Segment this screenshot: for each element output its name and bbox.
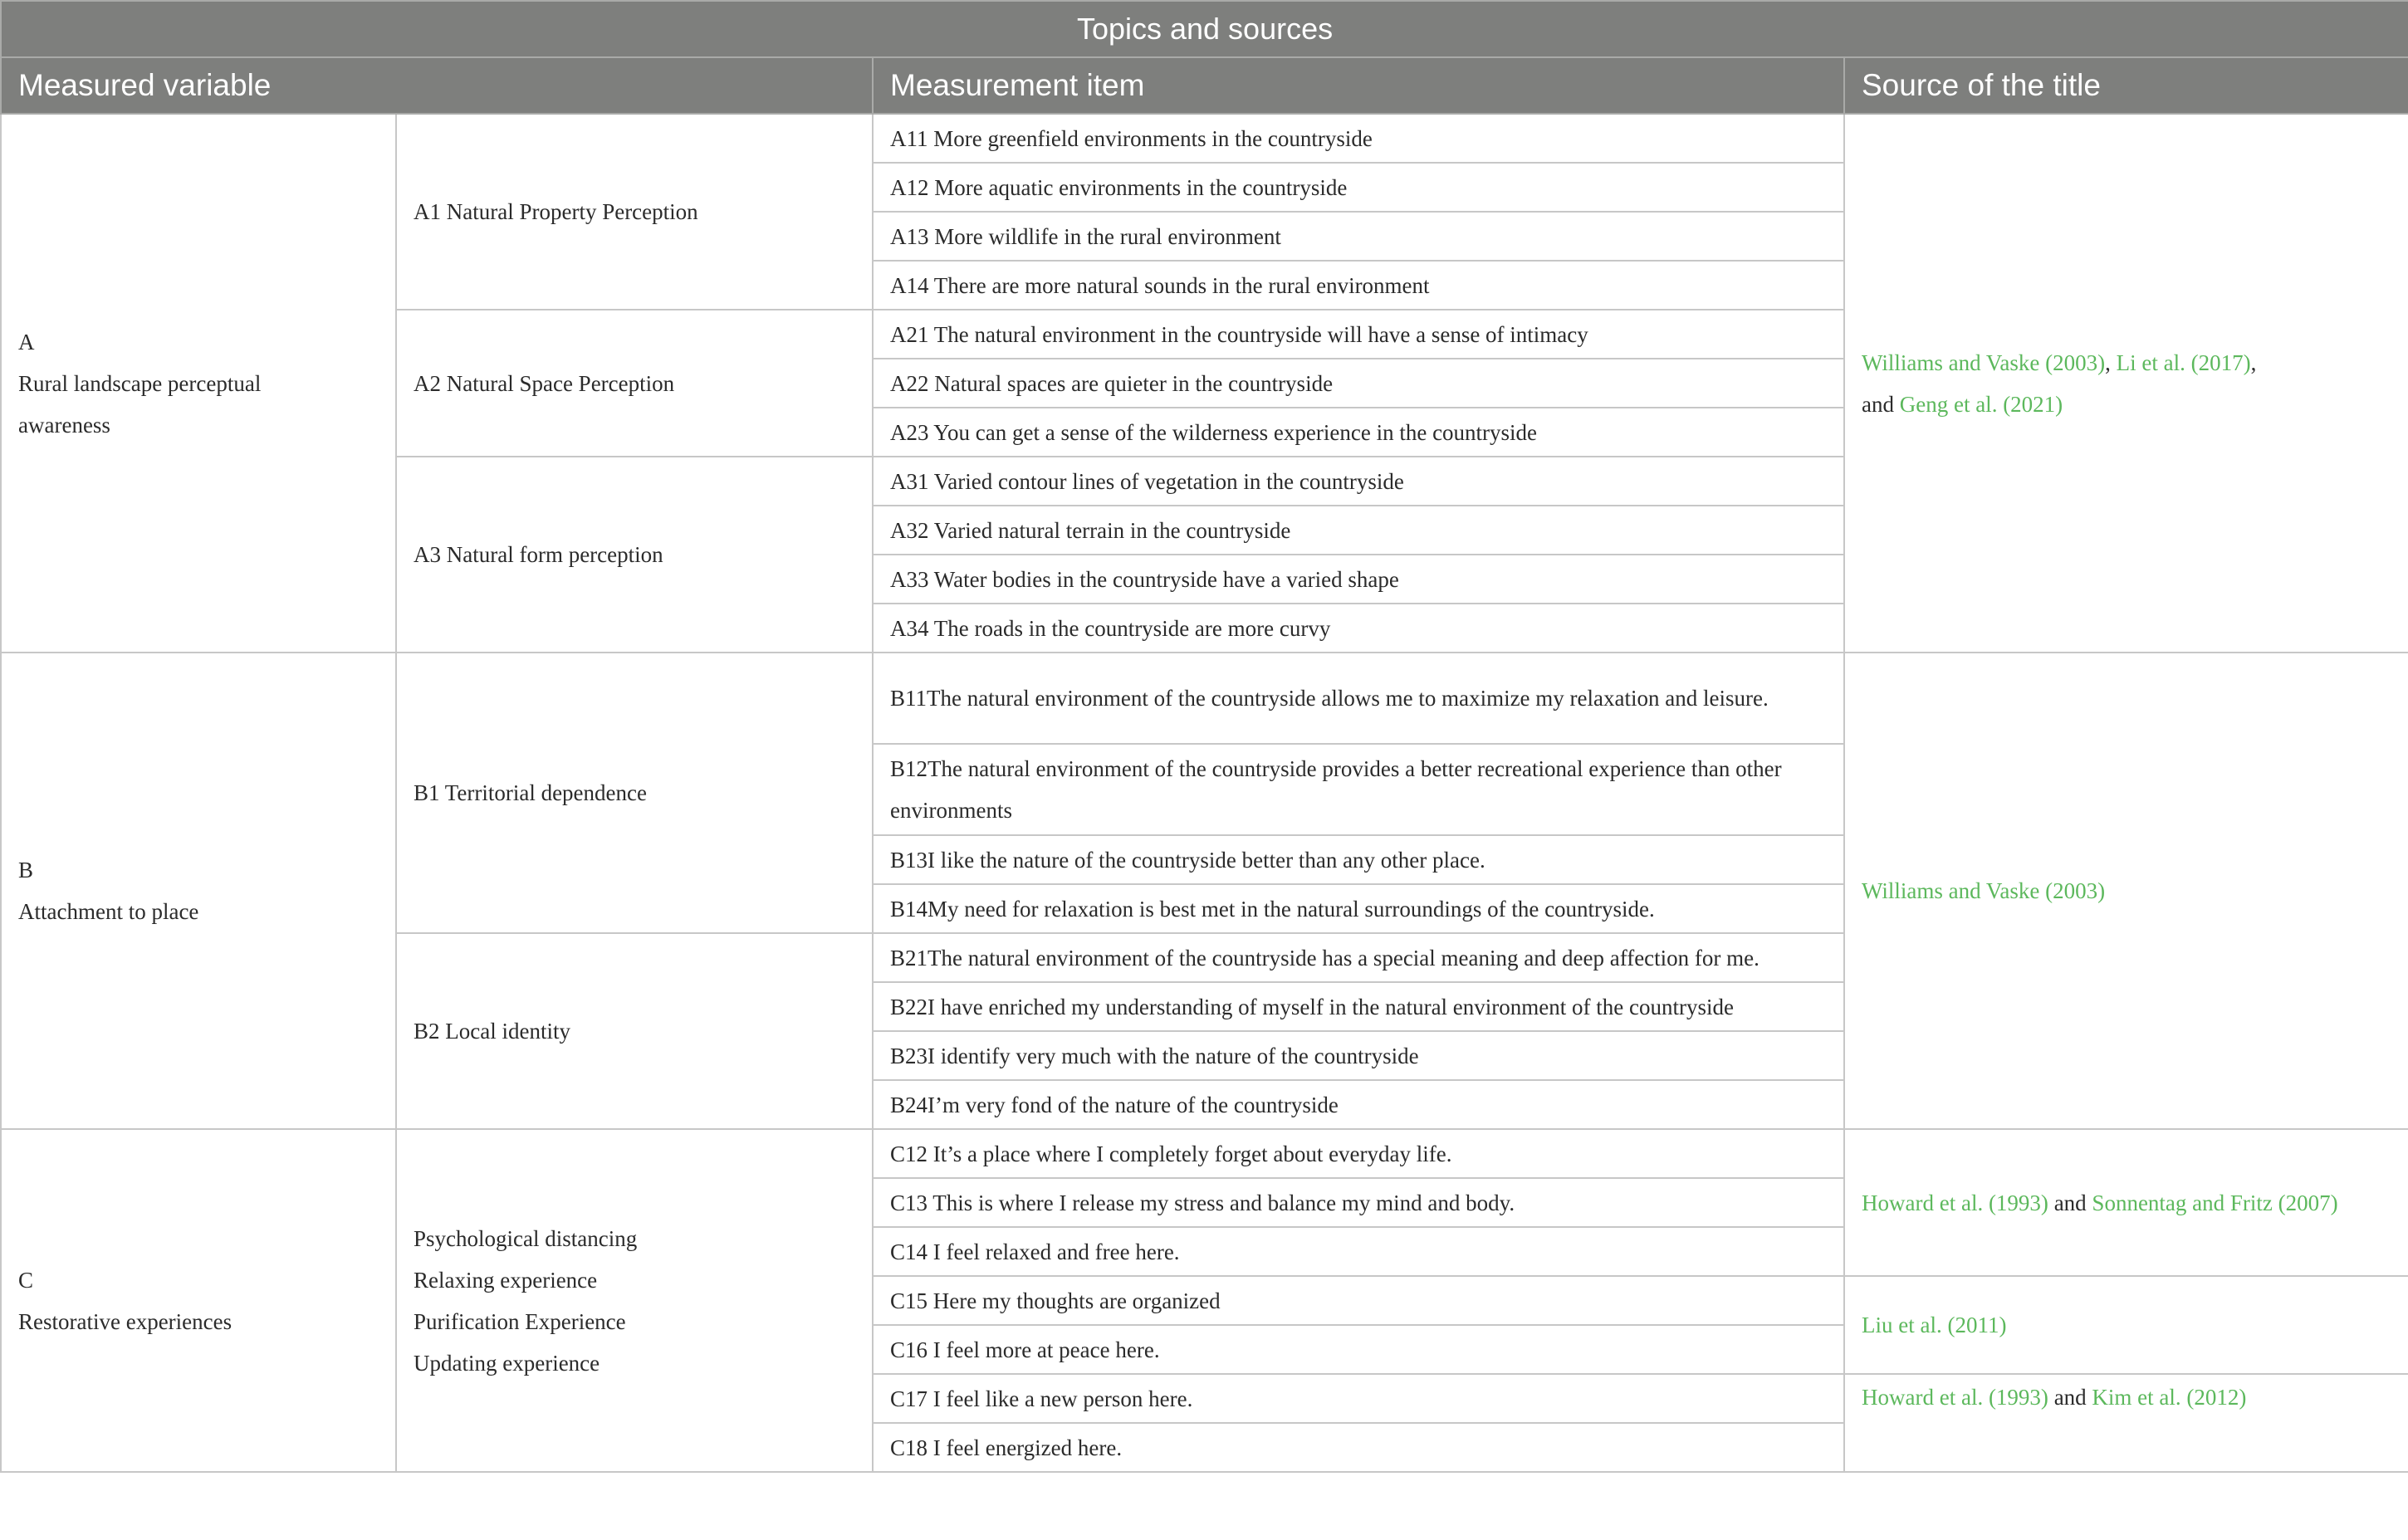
measurement-item: A23 You can get a sense of the wilderness experience in the countryside bbox=[873, 408, 1844, 457]
measurement-item: B13I like the nature of the countryside better than any other place. bbox=[873, 835, 1844, 884]
measurement-item: A32 Varied natural terrain in the countryside bbox=[873, 506, 1844, 555]
measurement-item: A22 Natural spaces are quieter in the countryside bbox=[873, 359, 1844, 408]
citation-link[interactable]: Sonnentag and Fritz (2007) bbox=[2092, 1190, 2338, 1215]
header-measured-variable: Measured variable bbox=[1, 57, 873, 114]
dimension-label: Updating experience bbox=[414, 1350, 600, 1376]
citation-link[interactable]: Howard et al. (1993) bbox=[1862, 1385, 2048, 1410]
citation-link[interactable]: Liu et al. (2011) bbox=[1862, 1313, 2007, 1337]
measurement-item: C17 I feel like a new person here. bbox=[873, 1374, 1844, 1423]
source-cell-a bbox=[1844, 114, 2408, 653]
variable-code: B bbox=[18, 858, 34, 882]
citation-separator: , bbox=[2250, 350, 2257, 375]
measurement-item: C14 I feel relaxed and free here. bbox=[873, 1227, 1844, 1276]
caption-row bbox=[1, 1, 2408, 57]
measurement-item: C12 It’s a place where I completely forget about everyday life. bbox=[873, 1129, 1844, 1178]
variable-label: Restorative experiences bbox=[18, 1308, 232, 1334]
measurement-item: B22I have enriched my understanding of myself in the natural environment of the countryside bbox=[873, 982, 1844, 1031]
variable-code: C bbox=[18, 1267, 34, 1293]
source-cell-c1 bbox=[1844, 1129, 2408, 1276]
measurement-item: A11 More greenfield environments in the countryside bbox=[873, 114, 1844, 163]
dimension-label: Purification Experience bbox=[414, 1308, 626, 1334]
variable-label: Attachment to place bbox=[18, 899, 199, 924]
header-source: Source of the title bbox=[1844, 57, 2408, 114]
source-cell-c3 bbox=[1844, 1374, 2408, 1472]
dimension-cell: A2 Natural Space Perception bbox=[396, 310, 873, 457]
measurement-item: B24I’m very fond of the nature of the countryside bbox=[873, 1080, 1844, 1129]
dimension-cell: B1 Territorial dependence bbox=[396, 653, 873, 933]
measurement-item: C15 Here my thoughts are organized bbox=[873, 1276, 1844, 1325]
header-row bbox=[1, 57, 2408, 114]
table-row bbox=[1, 114, 2408, 163]
source-cell-b bbox=[1844, 653, 2408, 1129]
variable-label: Rural landscape perceptual bbox=[18, 370, 262, 396]
citation-separator: , bbox=[2105, 350, 2117, 375]
dimension-cell: A3 Natural form perception bbox=[396, 457, 873, 653]
dimension-cell: B2 Local identity bbox=[396, 933, 873, 1129]
dimension-cell: A1 Natural Property Perception bbox=[396, 114, 873, 310]
measurement-item: A34 The roads in the countryside are more curvy bbox=[873, 604, 1844, 653]
measurement-item: A12 More aquatic environments in the countryside bbox=[873, 163, 1844, 212]
variable-label-cont: awareness bbox=[18, 412, 110, 438]
measurement-item: C16 I feel more at peace here. bbox=[873, 1325, 1844, 1374]
table-row bbox=[1, 653, 2408, 744]
citation-conjunction: and bbox=[2048, 1385, 2092, 1410]
dimension-cell bbox=[396, 1129, 873, 1472]
citation-link[interactable]: Howard et al. (1993) bbox=[1862, 1190, 2048, 1215]
table-row bbox=[1, 1129, 2408, 1178]
citation-link[interactable]: Kim et al. (2012) bbox=[2092, 1385, 2247, 1410]
variable-code: A bbox=[18, 329, 35, 354]
measurement-item: B21The natural environment of the countryside has a special meaning and deep affection for me. bbox=[873, 933, 1844, 982]
measurement-item: A13 More wildlife in the rural environment bbox=[873, 212, 1844, 261]
variable-cell-b bbox=[1, 653, 396, 1129]
measurement-item: C13 This is where I release my stress and balance my mind and body. bbox=[873, 1178, 1844, 1227]
citation-conjunction: and bbox=[1862, 391, 1900, 417]
variable-cell-a bbox=[1, 114, 396, 653]
measurement-item: C18 I feel energized here. bbox=[873, 1423, 1844, 1472]
citation-link[interactable]: Williams and Vaske (2003) bbox=[1862, 350, 2106, 375]
citation-link[interactable]: Li et al. (2017) bbox=[2116, 350, 2251, 375]
citation-link[interactable]: Williams and Vaske (2003) bbox=[1862, 878, 2106, 903]
measurement-item: A21 The natural environment in the countryside will have a sense of intimacy bbox=[873, 310, 1844, 359]
header-measurement-item: Measurement item bbox=[873, 57, 1844, 114]
variable-cell-c bbox=[1, 1129, 396, 1472]
measurement-item: A33 Water bodies in the countryside have a varied shape bbox=[873, 555, 1844, 604]
dimension-label: Relaxing experience bbox=[414, 1267, 598, 1293]
measurement-item: A31 Varied contour lines of vegetation in the countryside bbox=[873, 457, 1844, 506]
citation-conjunction: and bbox=[2048, 1190, 2092, 1215]
measurement-item: B14My need for relaxation is best met in the natural surroundings of the countryside. bbox=[873, 884, 1844, 933]
measurement-item: B23I identify very much with the nature of the countryside bbox=[873, 1031, 1844, 1080]
table-caption: Topics and sources bbox=[1, 1, 2408, 57]
citation-link[interactable]: Geng et al. (2021) bbox=[1899, 391, 2063, 417]
source-cell-c2 bbox=[1844, 1276, 2408, 1374]
measurement-item: A14 There are more natural sounds in the rural environment bbox=[873, 261, 1844, 310]
measurement-item: B11The natural environment of the countryside allows me to maximize my relaxation and leisure. bbox=[873, 653, 1844, 744]
dimension-label: Psychological distancing bbox=[414, 1225, 638, 1251]
measurement-item: B12The natural environment of the countryside provides a better recreational experience than other environments bbox=[873, 744, 1844, 835]
